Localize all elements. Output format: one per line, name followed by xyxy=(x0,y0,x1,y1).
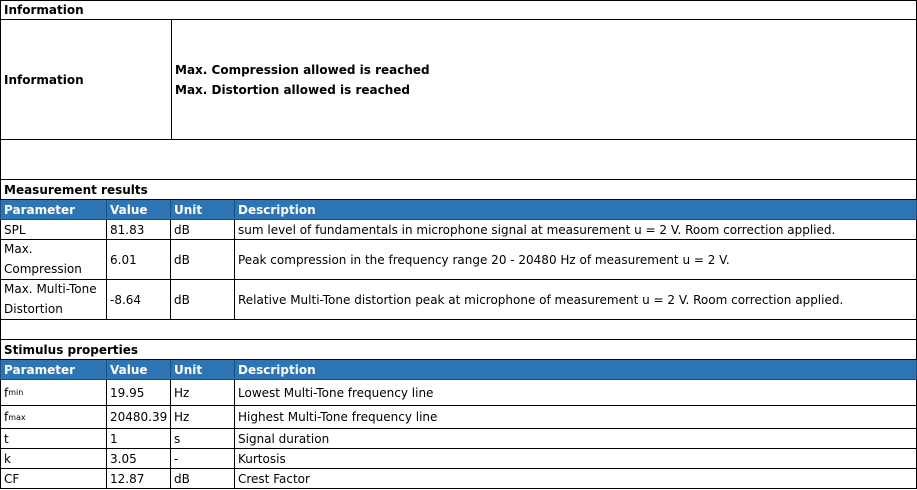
information-messages xyxy=(172,20,917,140)
information-message: Max. Distortion allowed is reached xyxy=(175,82,410,97)
stimulus-parameter: CF xyxy=(0,469,107,489)
measurement-value: -8.64 xyxy=(107,280,171,320)
measurement-parameter: SPL xyxy=(0,220,107,240)
measurement-section-title: Measurement results xyxy=(0,180,917,200)
information-label: Information xyxy=(0,20,172,140)
stimulus-parameter: k xyxy=(0,449,107,469)
measurement-unit: dB xyxy=(171,280,235,320)
measurement-description: Relative Multi-Tone distortion peak at microphone of measurement u = 2 V. Room correction applied. xyxy=(235,280,917,320)
stimulus-header-unit: Unit xyxy=(171,360,235,380)
stimulus-unit: - xyxy=(171,449,235,469)
stimulus-parameter xyxy=(0,406,107,429)
stimulus-header-parameter: Parameter xyxy=(0,360,107,380)
information-section-title: Information xyxy=(0,0,917,20)
stimulus-value: 1 xyxy=(107,429,171,449)
stimulus-header-description: Description xyxy=(235,360,917,380)
stimulus-description: Kurtosis xyxy=(235,449,917,469)
information-message: Max. Compression allowed is reached xyxy=(175,62,430,77)
stimulus-description: Signal duration xyxy=(235,429,917,449)
stimulus-description: Lowest Multi-Tone frequency line xyxy=(235,380,917,406)
stimulus-value: 12.87 xyxy=(107,469,171,489)
measurement-parameter: Max. Compression xyxy=(0,240,107,280)
stimulus-parameter-subscript: min xyxy=(8,388,24,397)
stimulus-description: Crest Factor xyxy=(235,469,917,489)
stimulus-parameter: t xyxy=(0,429,107,449)
stimulus-unit: s xyxy=(171,429,235,449)
stimulus-parameter-symbol: f xyxy=(4,410,9,424)
measurement-header-unit: Unit xyxy=(171,200,235,220)
stimulus-unit: Hz xyxy=(171,406,235,429)
measurement-header-description: Description xyxy=(235,200,917,220)
measurement-parameter: Max. Multi-Tone Distortion xyxy=(0,280,107,320)
measurement-value: 6.01 xyxy=(107,240,171,280)
stimulus-parameter-subscript: max xyxy=(8,412,26,422)
measurement-value: 81.83 xyxy=(107,220,171,240)
measurement-header-value: Value xyxy=(107,200,171,220)
measurement-header-parameter: Parameter xyxy=(0,200,107,220)
measurement-unit: dB xyxy=(171,220,235,240)
stimulus-parameter xyxy=(0,380,107,406)
stimulus-description: Highest Multi-Tone frequency line xyxy=(235,406,917,429)
stimulus-unit: Hz xyxy=(171,380,235,406)
spacer-row xyxy=(0,140,917,180)
stimulus-value: 3.05 xyxy=(107,449,171,469)
stimulus-header-value: Value xyxy=(107,360,171,380)
stimulus-value: 19.95 xyxy=(107,380,171,406)
stimulus-parameter-symbol: f xyxy=(4,385,9,400)
spacer-row xyxy=(0,320,917,340)
measurement-description: Peak compression in the frequency range 20 - 20480 Hz of measurement u = 2 V. xyxy=(235,240,917,280)
measurement-description: sum level of fundamentals in microphone signal at measurement u = 2 V. Room correction applied. xyxy=(235,220,917,240)
stimulus-value: 20480.39 xyxy=(107,406,171,429)
stimulus-unit: dB xyxy=(171,469,235,489)
measurement-unit: dB xyxy=(171,240,235,280)
stimulus-section-title: Stimulus properties xyxy=(0,340,917,360)
